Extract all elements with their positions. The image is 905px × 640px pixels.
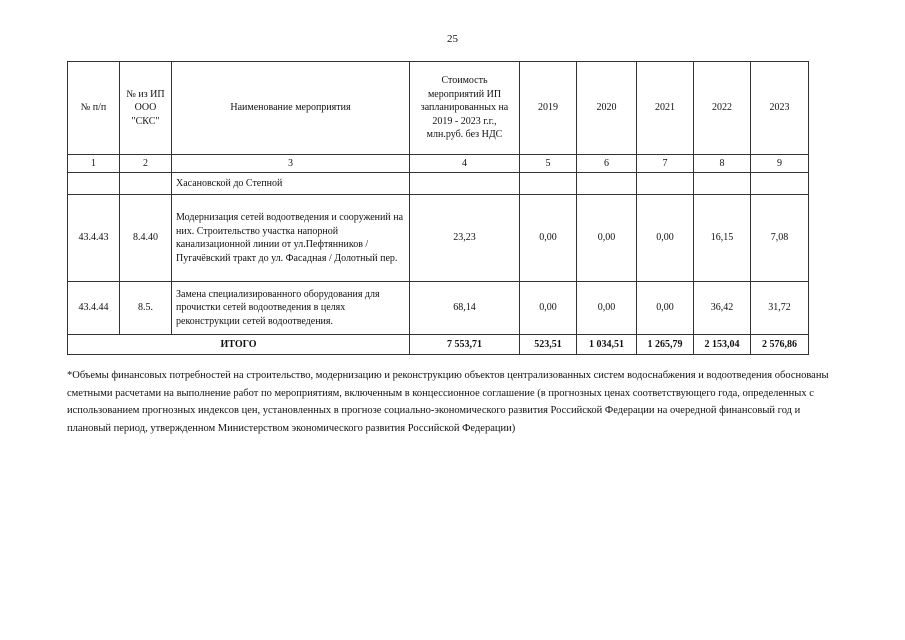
row-2020 [577,173,637,195]
row-ip-num: 8.4.40 [120,195,172,282]
row-2020: 0,00 [577,282,637,335]
total-2020: 1 034,51 [577,335,637,355]
header-cell-num: № п/п [68,62,120,155]
total-cost: 7 553,71 [410,335,520,355]
column-number-row [68,155,809,173]
row-cost: 23,23 [410,195,520,282]
column-number: 9 [751,155,809,173]
header-cell-2020: 2020 [577,62,637,155]
header-cell-2023: 2023 [751,62,809,155]
column-number: 6 [577,155,637,173]
table-row [68,282,809,335]
row-2019: 0,00 [520,195,577,282]
row-ip-num [120,173,172,195]
table-row [68,173,809,195]
header-cell-name: Наименование мероприятия [172,62,410,155]
table-header-row [68,62,809,155]
row-2019 [520,173,577,195]
column-number: 2 [120,155,172,173]
column-number: 7 [637,155,694,173]
total-2023: 2 576,86 [751,335,809,355]
total-label: ИТОГО [68,335,410,355]
total-2022: 2 153,04 [694,335,751,355]
header-cell-ip-num: № из ИП ООО "СКС" [120,62,172,155]
row-2022 [694,173,751,195]
row-name: Хасановской до Степной [172,173,410,195]
row-2021 [637,173,694,195]
row-num [68,173,120,195]
row-2023: 31,72 [751,282,809,335]
column-number: 5 [520,155,577,173]
column-number: 4 [410,155,520,173]
total-row [68,335,809,355]
row-2023 [751,173,809,195]
header-cell-cost: Стоимость мероприятий ИП запланированных на 2019 - 2023 г.г., млн.руб. без НДС [410,62,520,155]
row-2019: 0,00 [520,282,577,335]
column-number: 8 [694,155,751,173]
row-2023: 7,08 [751,195,809,282]
column-number: 3 [172,155,410,173]
row-name: Модернизация сетей водоотведения и сооружений на них. Строительство участка напорной канализационной линии от ул.Пефтянников / Пугачёвский тракт до ул. Фасадная / Долотный пер. [172,195,410,282]
row-2022: 16,15 [694,195,751,282]
row-2020: 0,00 [577,195,637,282]
table-row [68,195,809,282]
row-ip-num: 8.5. [120,282,172,335]
footnote: *Объемы финансовых потребностей на строительство, модернизацию и реконструкцию объектов централизованных систем водоснабжения и водоотведения обоснованы сметными расчетами на выполнение работ по мероприятиям, включенным в концессионное соглашение (в прогнозных ценах соответствующего года, определенных с использованием прогнозных индексов цен, установленных в прогнозе социально-экономического развития Российской Федерации на очередной финансовый год и плановый период, утвержденном Министерством экономического развития Российской Федерации) [67,370,829,434]
row-2022: 36,42 [694,282,751,335]
header-cell-2021: 2021 [637,62,694,155]
row-cost [410,173,520,195]
column-number: 1 [68,155,120,173]
row-name: Замена специализированного оборудования для прочистки сетей водоотведения в целях реконструкции сетей водоотведения. [172,282,410,335]
page-number: 25 [447,33,458,45]
row-num: 43.4.44 [68,282,120,335]
row-cost: 68,14 [410,282,520,335]
header-cell-2019: 2019 [520,62,577,155]
row-num: 43.4.43 [68,195,120,282]
investment-table [67,61,809,355]
total-2021: 1 265,79 [637,335,694,355]
total-2019: 523,51 [520,335,577,355]
row-2021: 0,00 [637,195,694,282]
header-cell-2022: 2022 [694,62,751,155]
row-2021: 0,00 [637,282,694,335]
